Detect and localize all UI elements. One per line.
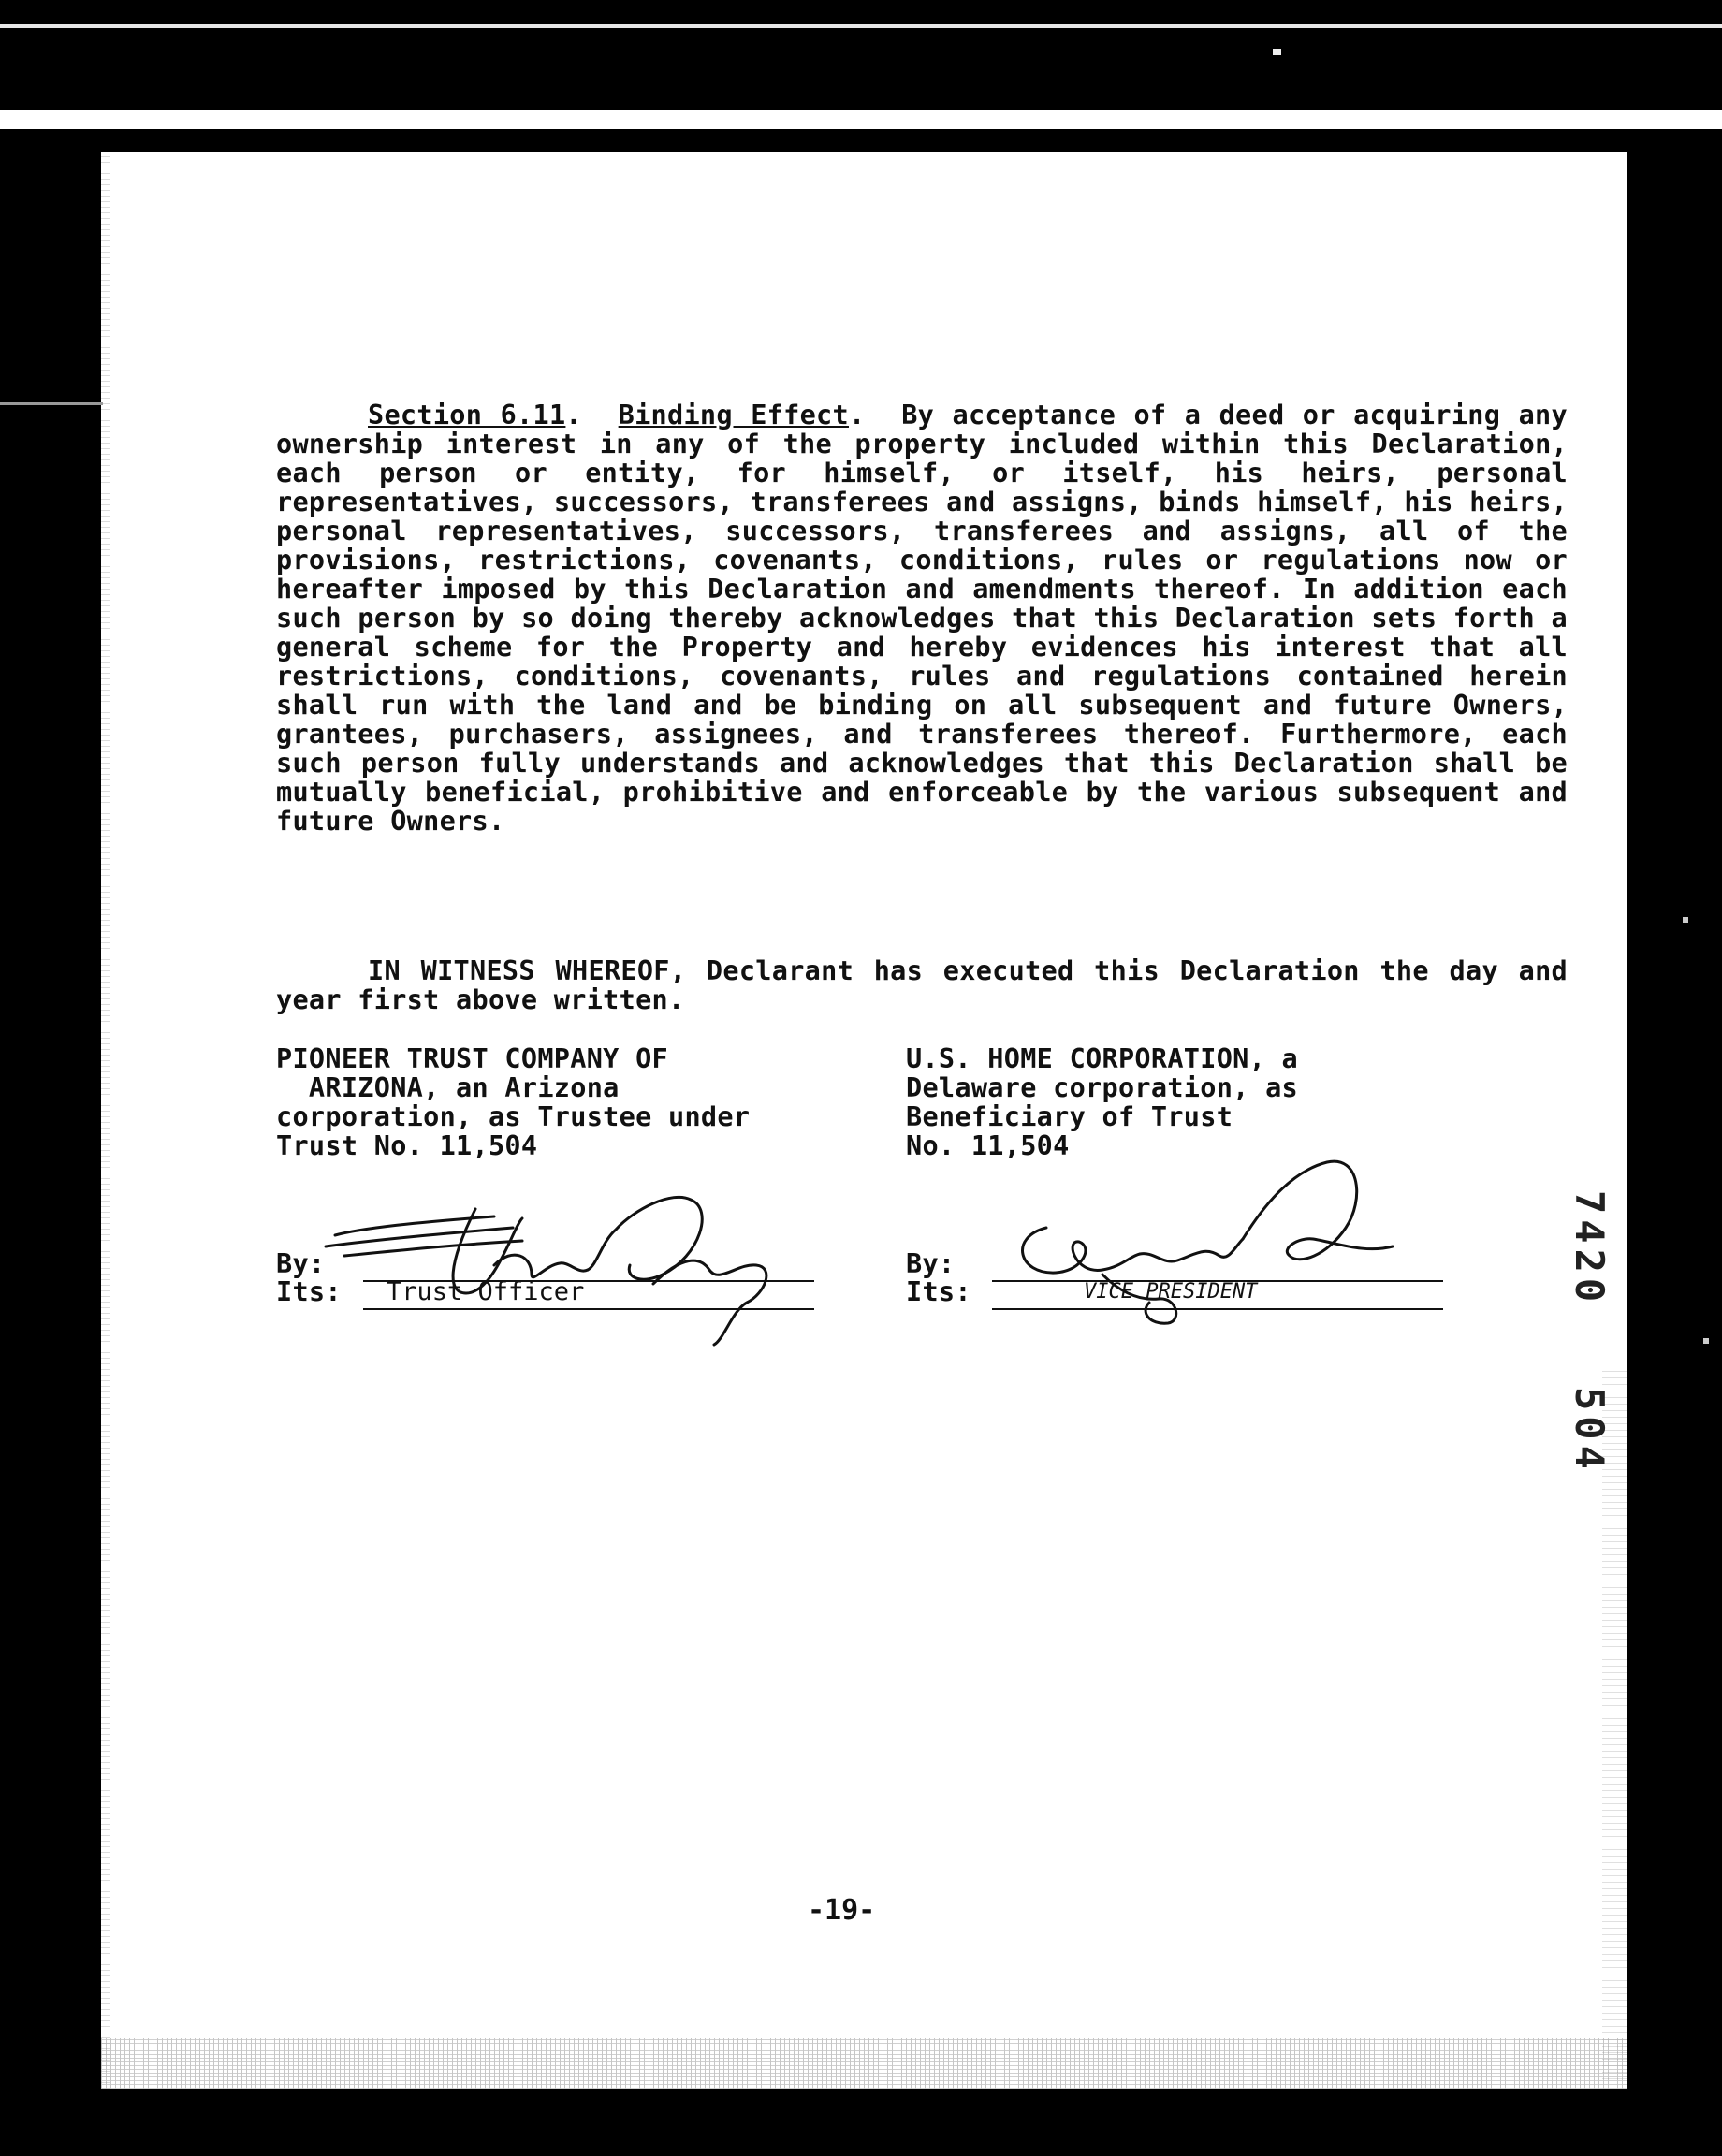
scan-noise-left [101, 152, 110, 2089]
scan-top-rule [0, 24, 1722, 28]
right-by-label: By: [906, 1248, 956, 1279]
section-6-11-paragraph: Section 6.11. Binding Effect. By acceptance of a deed or acquiring any ownership interest in any of the property included within this Declaration, each person or entity, for himself, or itself, his heirs, personal representatives, successors, transferees and assigns, binds himself, his heirs, personal representatives, successors, transferees and assigns, all of the provisions, restrictions, covenants, conditions, rules or regulations now or hereafter imposed by this Declaration and amendments thereof. In addition each such person by so doing thereby acknowledges that this Declaration sets forth a general scheme for the Property and hereby evidences his interest that all restrictions, conditions, covenants, rules and regulations contained herein shall run with the land and be binding on all subsequent and future Owners, grantees, purchasers, assignees, and transferees thereof. Furthermore, each such person fully understands and acknowledges that this Declaration shall be mutually beneficial, prohibitive and enforceable by the various subsequent and future Owners. [276, 400, 1568, 837]
scan-speck [0, 402, 103, 405]
recording-number-book: 7420 [1567, 1190, 1613, 1308]
left-party-line: PIONEER TRUST COMPANY OF [276, 1043, 669, 1074]
left-by-label: By: [276, 1248, 326, 1279]
right-party-line: U.S. HOME CORPORATION, a [906, 1043, 1299, 1074]
page-number: -19- [808, 1894, 876, 1927]
left-party-line: ARIZONA, an Arizona [276, 1072, 620, 1103]
right-party-line: No. 11,504 [906, 1130, 1070, 1161]
left-party-block [276, 1044, 800, 1160]
scan-speck [1273, 49, 1281, 55]
right-its-value: VICE PRESIDENT [1084, 1280, 1258, 1304]
scan-noise-bottom [101, 2038, 1627, 2089]
scan-noise-right [1602, 1368, 1627, 2079]
left-signature [213, 1153, 868, 1340]
left-its-label: Its: [276, 1276, 342, 1307]
left-its-value: Trust Officer [387, 1277, 585, 1306]
witness-paragraph: IN WITNESS WHEREOF, Declarant has executed this Declaration the day and year first above written. [276, 955, 1568, 1015]
left-party-line: Trust No. 11,504 [276, 1130, 538, 1161]
left-party-line: corporation, as Trustee under [276, 1101, 751, 1132]
document-page [101, 152, 1627, 2089]
scan-top-band [0, 110, 1722, 129]
right-signature [990, 1134, 1477, 1331]
section-body: By acceptance of a deed or acquiring any ownership interest in any of the property included within this Declaration, each person or entity, for himself, or itself, his heirs, personal representatives, successors, transferees and assigns, binds himself, his heirs, personal representatives, successors, transferees and assigns, all of the provisions, restrictions, covenants, conditions, rules or regulations now or hereafter imposed by this Declaration and amendments thereof. In addition each such person by so doing thereby acknowledges that this Declaration sets forth a general scheme for the Property and hereby evidences his interest that all restrictions, conditions, covenants, rules and regulations contained herein shall run with the land and be binding on all subsequent and future Owners, grantees, purchasers, assignees, and transferees thereof. Furthermore, each such person fully understands and acknowledges that this Declaration shall be mutually beneficial, prohibitive and enforceable by the various subsequent and future Owners. [276, 400, 1568, 837]
section-number: Section 6.11 [368, 400, 566, 430]
right-its-label: Its: [906, 1276, 971, 1307]
section-title: Binding Effect [618, 400, 849, 430]
scan-speck [1683, 917, 1688, 923]
recording-number-page: 504 [1567, 1387, 1613, 1475]
right-party-line: Beneficiary of Trust [906, 1101, 1233, 1132]
scan-speck [1703, 1338, 1709, 1344]
right-party-line: Delaware corporation, as [906, 1072, 1299, 1103]
